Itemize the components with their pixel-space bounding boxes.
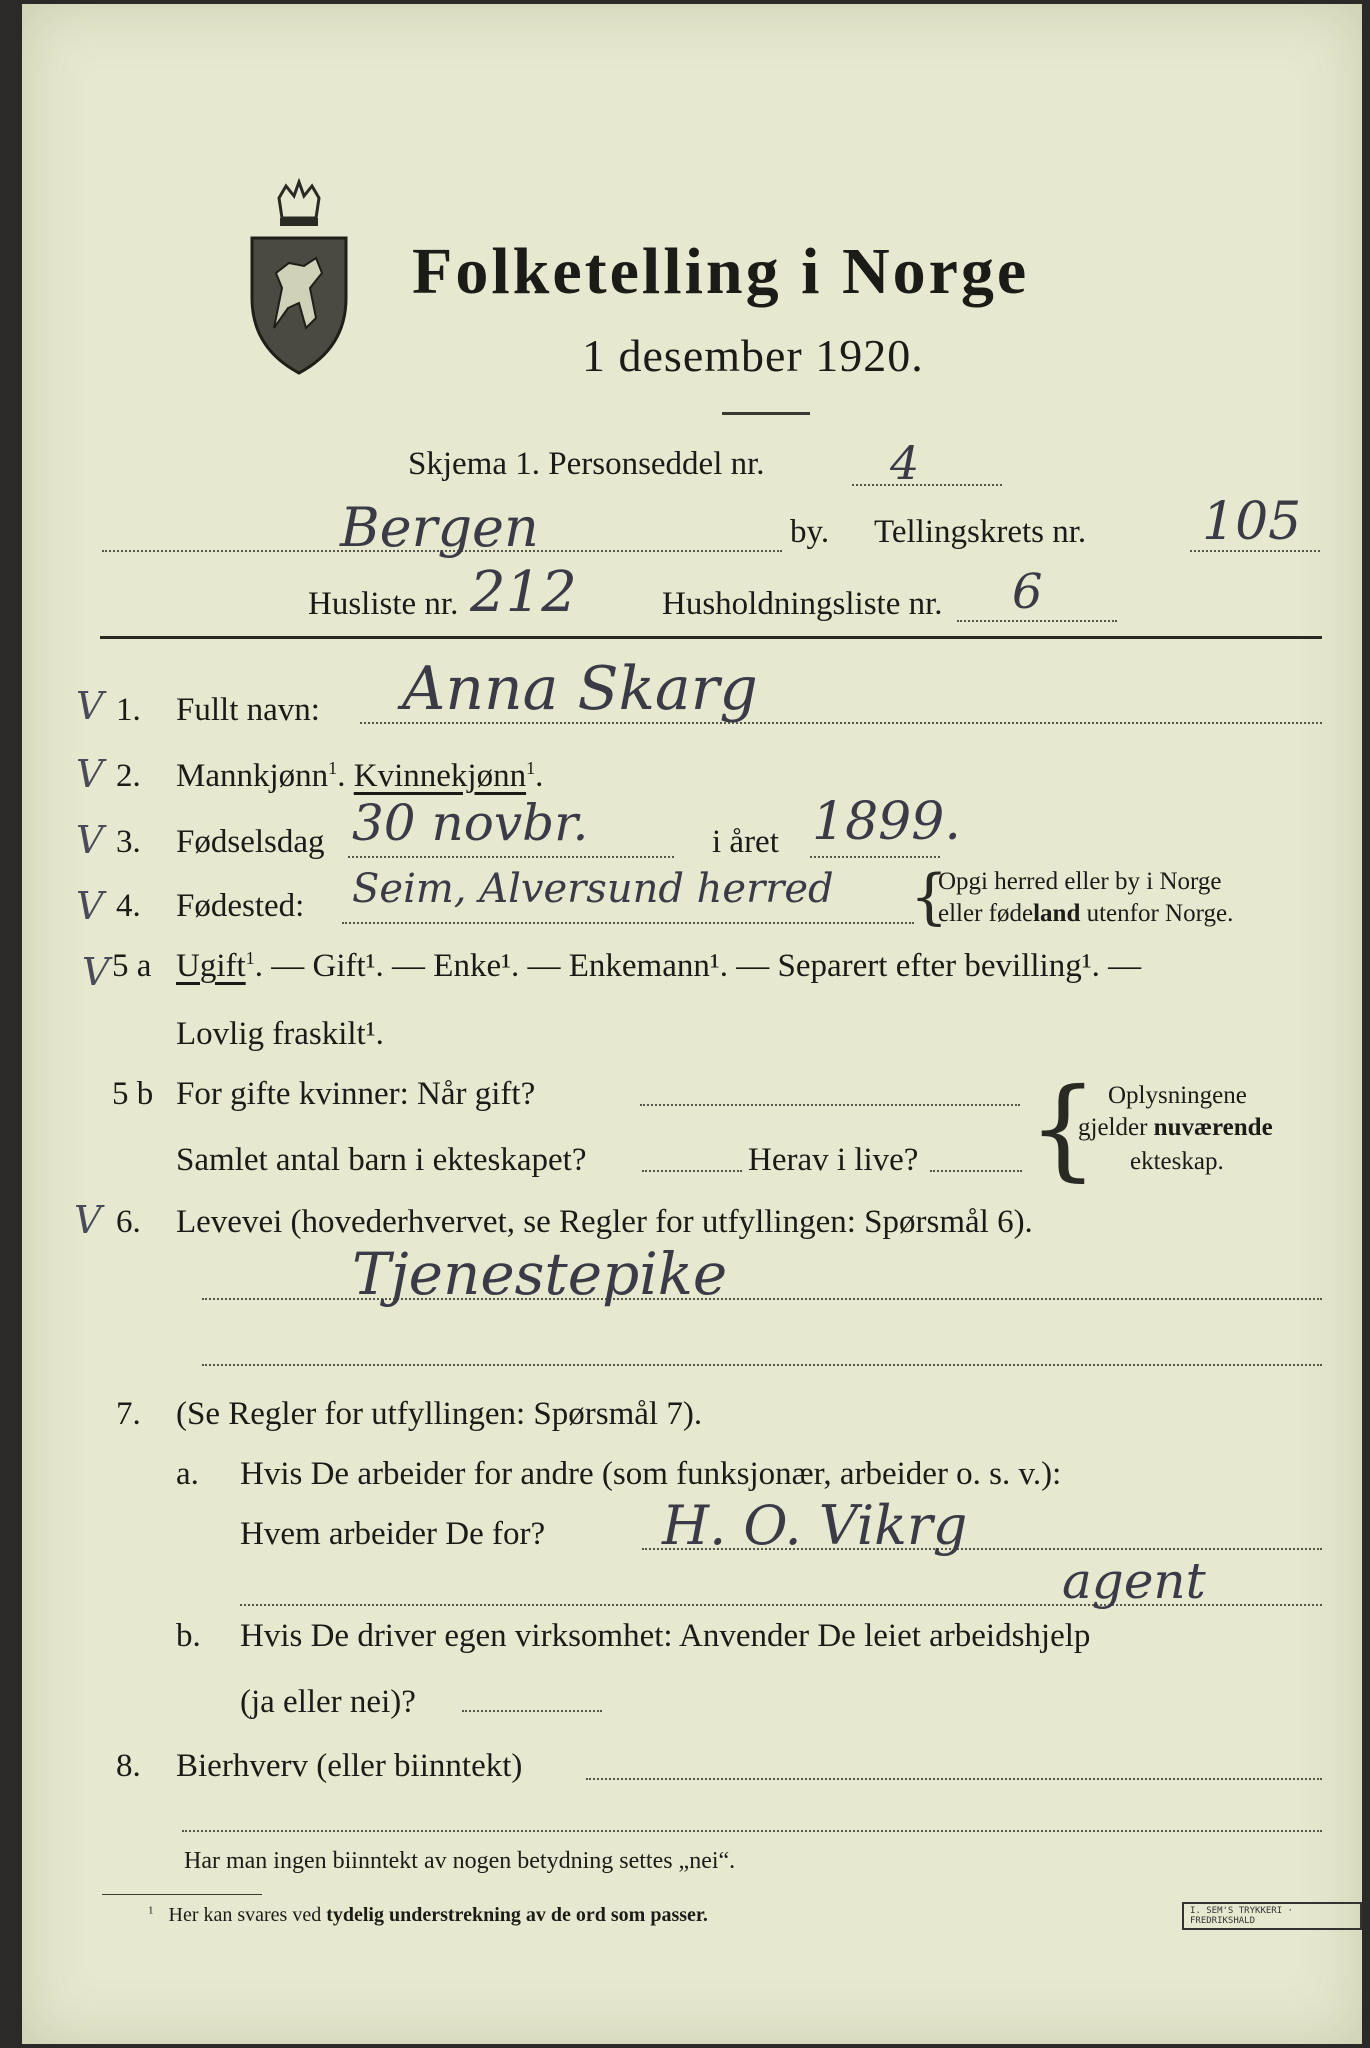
q7a-employer: H. O. Vikrg (662, 1494, 968, 1557)
q5a-line2: Lovlig fraskilt¹. (176, 1016, 384, 1052)
q7b-line (462, 1710, 602, 1712)
q1-number: 1. (116, 692, 141, 728)
checkmark-q3: V (76, 818, 104, 862)
q2-number: 2. (116, 758, 141, 794)
checkmark-q1: V (76, 684, 104, 728)
q8-label: Bierhverv (eller biinntekt) (176, 1748, 523, 1784)
q5b-line2 (642, 1170, 742, 1172)
checkmark-q2: V (76, 752, 104, 796)
q7a-employer-title: agent (1062, 1552, 1206, 1610)
q4-hint-line2 (938, 900, 1233, 928)
q5b-children-total: Samlet antal barn i ekteskapet? (176, 1142, 587, 1178)
checkmark-q4: V (76, 884, 104, 928)
q7b-text: Hvis De driver egen virksomhet: Anvender De leiet arbeidshjelp (240, 1618, 1091, 1654)
q1-full-name: Anna Skarg (402, 654, 758, 724)
personseddel-number: 4 (890, 436, 920, 490)
husliste-label: Husliste nr. (308, 586, 459, 622)
q8-line2 (182, 1830, 1322, 1832)
q2-kvinne-underlined: Kvinnekjønn (353, 758, 527, 794)
q6-line2 (202, 1364, 1322, 1366)
q7a-text: Hvis De arbeider for andre (som funksjonær, arbeider o. s. v.): (240, 1456, 1062, 1492)
q4-line (342, 922, 914, 924)
title-divider (722, 412, 810, 415)
q7b-question: (ja eller nei)? (240, 1684, 416, 1720)
q5a-number: 5 a (112, 948, 152, 984)
q5b-number: 5 b (112, 1076, 154, 1112)
footnote-text-b: tydelig understrekning av de ord som passer. (326, 1904, 708, 1926)
q5b-side-line1: Oplysningene (1108, 1082, 1247, 1109)
q5b-side-bracket: { (1028, 1064, 1098, 1192)
q4-number: 4. (116, 888, 141, 924)
q2-mann: Mannkjønn (176, 758, 329, 794)
footnote (148, 1904, 708, 1927)
schema-label: Skjema 1. Personseddel nr. (408, 446, 765, 482)
personseddel-line (852, 484, 1002, 486)
footnote-rule (102, 1894, 262, 1895)
biinntekt-note: Har man ingen biinntekt av nogen betydning settes „nei“. (184, 1848, 736, 1874)
q4-hint-bracket: { (910, 862, 949, 932)
by-label: by. (790, 514, 830, 550)
q5b-side-line2 (1078, 1114, 1273, 1142)
q3-year-line (810, 856, 940, 858)
q7a-question: Hvem arbeider De for? (240, 1516, 546, 1552)
q3-year: 1899. (812, 792, 961, 852)
q6-number: 6. (116, 1204, 141, 1240)
q4-hint-line1: Opgi herred eller by i Norge (938, 868, 1222, 895)
printer-mark: I. SEM'S TRYKKERI · FREDRIKSHALD (1182, 1902, 1362, 1930)
q3-year-label: i året (712, 824, 779, 860)
form-title: Folketelling i Norge (412, 235, 1030, 308)
city-value: Bergen (340, 496, 539, 559)
checkmark-q6: V (74, 1198, 102, 1242)
q7-label: (Se Regler for utfyllingen: Spørsmål 7). (176, 1396, 703, 1432)
q6-label: Levevei (hovederhvervet, se Regler for utfyllingen: Spørsmål 6). (176, 1204, 1033, 1240)
q3-number: 3. (116, 824, 141, 860)
q6-occupation: Tjenestepike (352, 1240, 728, 1308)
tellingskrets-label: Tellingskrets nr. (874, 514, 1087, 550)
q4-label: Fødested: (176, 888, 305, 924)
q4-hint-land: land (1033, 900, 1081, 927)
q5b-line1 (640, 1104, 1020, 1106)
q7b-letter: b. (176, 1618, 201, 1654)
q5a-options: Ugift$^1$. — Gift¹. — Enke¹. — Enkemann¹. — Separert efter bevilling¹. — (176, 948, 1142, 984)
q5b-side-nuvaerende: nuværende (1153, 1114, 1273, 1141)
q5b-line3 (930, 1170, 1022, 1172)
q3-birthday: 30 novbr. (352, 794, 589, 852)
husholdningsliste-line (957, 620, 1117, 622)
footnote-number: 1 (148, 1904, 154, 1917)
q4-birthplace: Seim, Alversund herred (352, 866, 834, 912)
checkmark-q5a: V (82, 950, 110, 994)
q4-hint-line2c: utenfor Norge. (1080, 900, 1234, 927)
q5b-side-line3: ekteskap. (1130, 1148, 1224, 1175)
header-rule (100, 636, 1322, 639)
husholdningsliste-label: Husholdningsliste nr. (662, 586, 943, 622)
husliste-number: 212 (470, 560, 577, 625)
q5b-when-married: For gifte kvinner: Når gift? (176, 1076, 536, 1112)
q3-label: Fødselsdag (176, 824, 325, 860)
census-form-sheet (22, 4, 1362, 2044)
q1-label: Fullt navn: (176, 692, 320, 728)
q5a-other-options: . — Gift¹. — Enke¹. — Enkemann¹. — Separert efter bevilling¹. — (254, 948, 1142, 984)
q8-line1 (586, 1778, 1322, 1780)
q2-options: Mannkjønn$^1$. Kvinnekjønn$^1$. (176, 758, 544, 794)
q5b-side-line2a: gjelder (1078, 1114, 1154, 1141)
q5b-alive: Herav i live? (748, 1142, 919, 1178)
husholdningsliste-number: 6 (1012, 564, 1043, 620)
q4-hint-line2a: eller føde (938, 900, 1034, 927)
q7-number: 7. (116, 1396, 141, 1432)
q5a-ugift-underlined: Ugift (176, 948, 246, 984)
norway-coat-of-arms-emblem (244, 178, 354, 378)
tellingskrets-number: 105 (1202, 492, 1302, 552)
q8-number: 8. (116, 1748, 141, 1784)
census-date: 1 desember 1920. (582, 330, 924, 381)
q3-day-line (348, 856, 674, 858)
q7a-letter: a. (176, 1456, 199, 1492)
footnote-text-a: Her kan svares ved (168, 1904, 327, 1926)
